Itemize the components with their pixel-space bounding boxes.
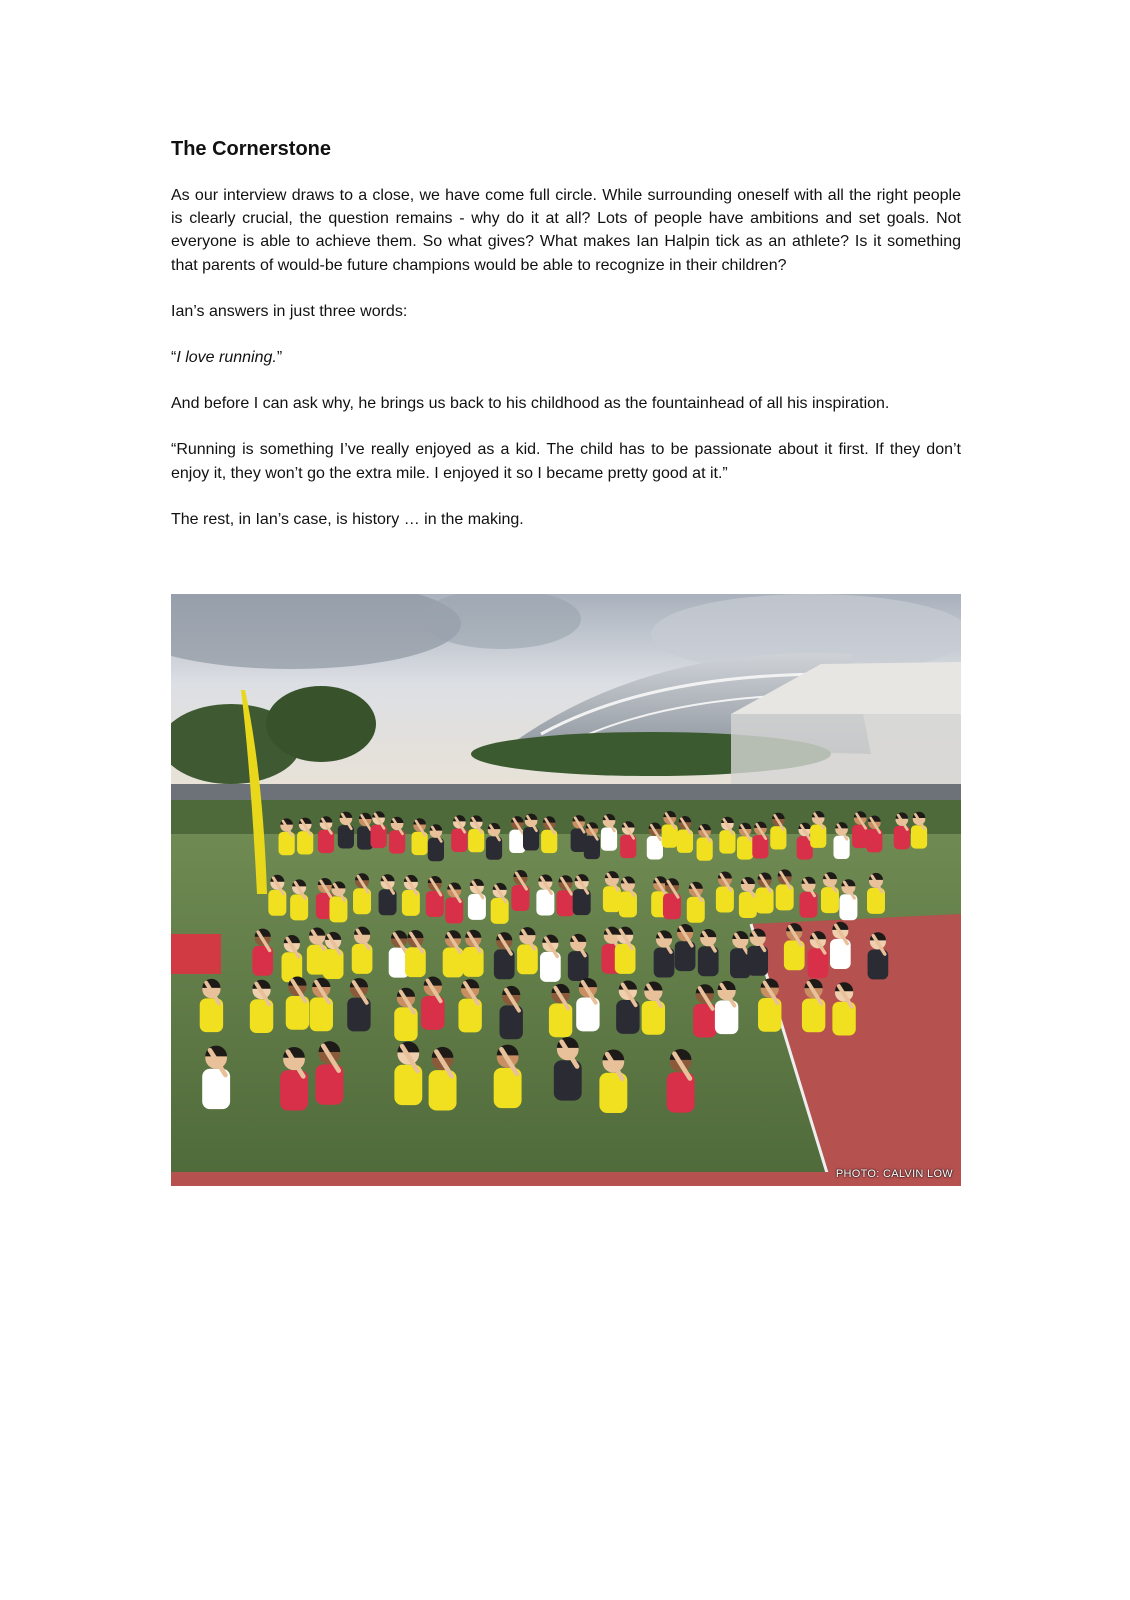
quote-close-mark: ” bbox=[276, 349, 283, 367]
paragraph-answer: Ian’s answers in just three words: bbox=[171, 302, 408, 320]
quote-text: I love running. bbox=[176, 349, 277, 367]
trees bbox=[266, 686, 376, 762]
article-body bbox=[171, 136, 961, 554]
paragraph-childhood: And before I can ask why, he brings us back to his childhood as the fountainhead of all his inspiration. bbox=[171, 395, 890, 413]
group-photo bbox=[171, 594, 961, 1186]
red-banner bbox=[171, 934, 221, 974]
paragraph-intro: As our interview draws to a close, we have come full circle. While surrounding oneself with all the right people is clearly crucial, the question remains - why do it at all? Lots of people have ambitions and set goals. Not everyone is able to achieve them. So what gives? What makes Ian Halpin tick as an athlete? Is it something that parents of would-be future champions would be able to recognize in their children? bbox=[171, 187, 961, 274]
paragraph-quote bbox=[171, 346, 961, 369]
quote-open-mark: “ bbox=[171, 349, 177, 367]
paragraph-running-quote: “Running is something I’ve really enjoyed as a kid. The child has to be passionate about it first. If they don’t enjoy it, they won’t go the extra mile. I enjoyed it so I became pretty good at it.” bbox=[171, 441, 961, 482]
tent-side bbox=[731, 714, 961, 794]
photo-credit: PHOTO: CALVIN LOW bbox=[835, 1168, 953, 1180]
group-photo-illustration bbox=[171, 594, 961, 1186]
fence bbox=[171, 784, 961, 800]
section-heading: The Cornerstone bbox=[171, 138, 332, 160]
paragraph-closing: The rest, in Ian’s case, is history … in the making. bbox=[171, 510, 524, 528]
